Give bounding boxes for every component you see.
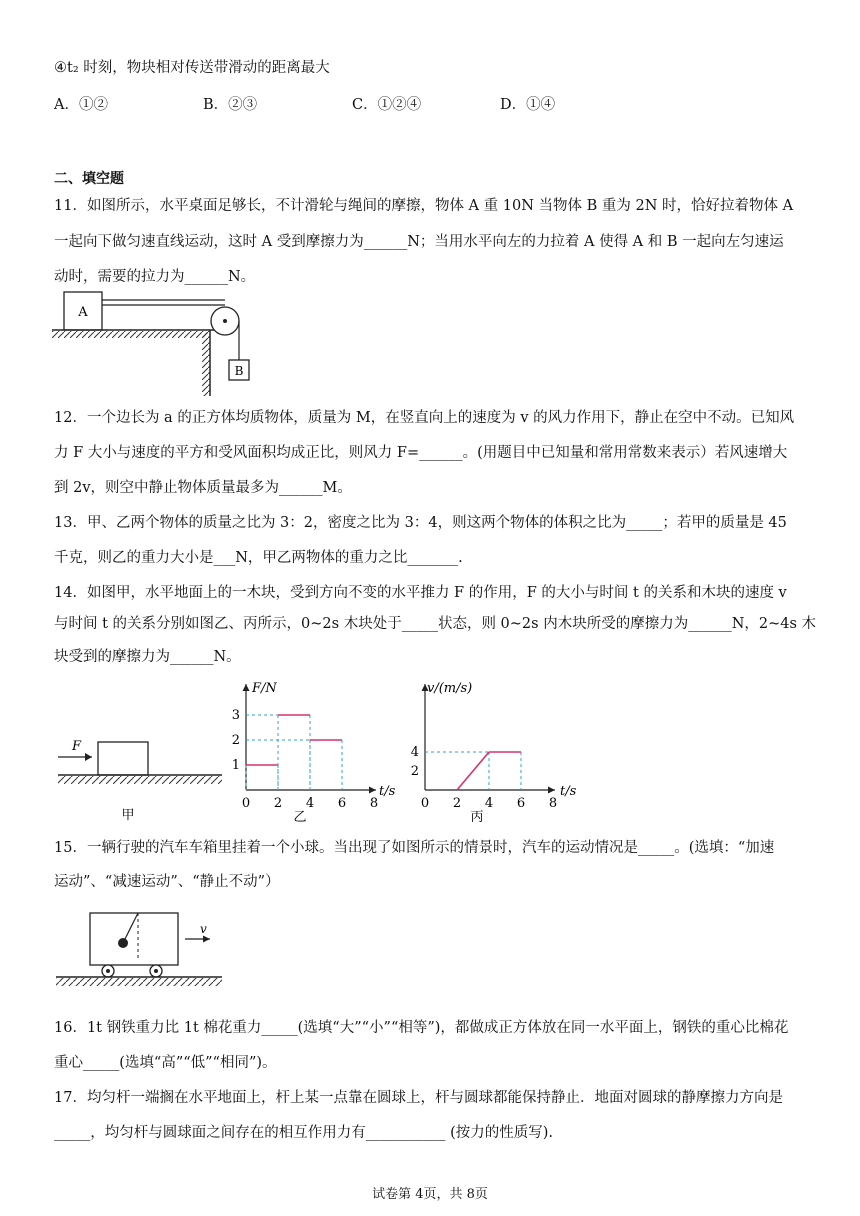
caption-bing: 丙	[470, 810, 484, 822]
q16-line-1: 16．1t 钢铁重力比 1t 棉花重力_____(选填“大”“小”“相等”)，都做成正方体放在同一水平面上，钢铁的重心比棉花	[54, 1020, 789, 1036]
q10-option-c: C．①②④	[352, 97, 422, 113]
x-tick-label: 4	[305, 796, 315, 811]
wood-block	[98, 742, 148, 775]
velocity-arrowhead	[203, 936, 210, 943]
x-axis-arrow	[548, 787, 555, 794]
x-tick-label: 6	[337, 796, 347, 811]
q11-line-1: 11．如图所示，水平桌面足够长，不计滑轮与绳间的摩擦，物体 A 重 10N 当物体 B 重为 2N 时，恰好拉着物体 A	[54, 198, 794, 214]
q11-line-2: 一起向下做匀速直线运动，这时 A 受到摩擦力为______N；当用水平向左的力拉着 A 使得 A 和 B 一起向左匀速运	[54, 234, 784, 250]
y-tick-label: 1	[231, 758, 240, 773]
q15-line-2: 运动”、“减速运动”、“静止不动”）	[54, 874, 280, 890]
page-footer: 试卷第 4页，共 8页	[372, 1187, 488, 1202]
x-tick-label: 2	[452, 796, 462, 811]
q14-line-2: 与时间 t 的关系分别如图乙、丙所示，0~2s 木块处于_____状态，则 0~2s 内木块所受的摩擦力为______N，2~4s 木	[54, 616, 817, 632]
q13-line-2: 千克，则乙的重力大小是___N，甲乙两物体的重力之比_______.	[54, 550, 463, 566]
x-tick-label: 8	[369, 796, 379, 811]
q10-option-a: A．①②	[54, 97, 108, 113]
q15-line-1: 15．一辆行驶的汽车车箱里挂着一个小球。当出现了如图所示的情景时，汽车的运动情况是_____。(选填：“加速	[54, 840, 775, 856]
q12-line-3: 到 2v，则空中静止物体质量最多为______M。	[54, 480, 352, 496]
velocity-label: v	[200, 922, 207, 936]
data-segment	[457, 752, 489, 790]
q11-pulley-figure	[52, 290, 252, 398]
table-hatch	[52, 331, 210, 338]
y-tick-label: 2	[231, 733, 240, 748]
q10-statement-4: ④t₂ 时刻，物块相对传送带滑动的距离最大	[54, 60, 330, 76]
q14-chart-yi	[228, 672, 408, 822]
x-axis-label: t/s	[379, 784, 396, 799]
pendulum-ball	[118, 938, 128, 948]
q17-line-1: 17．均匀杆一端搁在水平地面上，杆上某一点靠在圆球上，杆与圆球都能保持静止．地面对圆球的静摩擦力方向是	[54, 1090, 783, 1106]
x-tick-labels	[242, 796, 378, 811]
y-tick-label: 2	[410, 764, 419, 779]
q17-line-2: _____，均匀杆与圆球面之间存在的相互作用力有___________ (按力的性质写).	[54, 1125, 554, 1141]
x-axis-arrow	[369, 787, 376, 794]
q11-line-3: 动时，需要的拉力为______N。	[54, 269, 256, 285]
table-edge-hatch	[202, 332, 210, 396]
y-tick-label: 4	[410, 745, 419, 760]
q14-line-1: 14．如图甲，水平地面上的一木块，受到方向不变的水平推力 F 的作用，F 的大小与时间 t 的关系和木块的速度 v	[54, 585, 787, 601]
x-tick-label: 2	[273, 796, 283, 811]
y-tick-labels	[411, 745, 419, 779]
caption-yi: 乙	[293, 810, 307, 822]
block-b-label: B	[234, 364, 244, 378]
ground-hatch	[58, 776, 222, 784]
x-tick-label: 4	[484, 796, 494, 811]
q13-line-1: 13．甲、乙两个物体的质量之比为 3：2，密度之比为 3：4，则这两个物体的体积之比为_____；若甲的质量是 45	[54, 515, 787, 531]
caption-jia: 甲	[121, 808, 135, 823]
x-tick-label: 6	[516, 796, 526, 811]
y-axis-arrow	[243, 684, 250, 691]
q14-line-3: 块受到的摩擦力为______N。	[54, 649, 241, 665]
y-tick-label: 3	[231, 708, 240, 723]
q10-option-d: D．①④	[500, 97, 556, 113]
x-axis-label: t/s	[560, 784, 577, 799]
q12-line-2: 力 F 大小与速度的平方和受风面积均成正比，则风力 F=______。(用题目中已知量和常用常数来表示）若风速增大	[54, 445, 788, 461]
section-title: 二、填空题	[54, 171, 124, 187]
y-tick-labels	[232, 708, 240, 773]
road-hatch	[56, 978, 222, 986]
q10-option-b: B．②③	[203, 97, 258, 113]
q15-car-figure	[52, 905, 232, 995]
y-axis-label: v/(m/s)	[427, 681, 473, 696]
pulley-axle	[223, 319, 227, 323]
wheel-rear-hub	[106, 969, 110, 973]
force-arrowhead	[85, 753, 92, 761]
wheel-front-hub	[154, 969, 158, 973]
q16-line-2: 重心_____(选填“高”“低”“相同”)。	[54, 1055, 277, 1071]
q14-chart-bing	[405, 672, 590, 822]
guide-lines	[246, 715, 342, 790]
x-tick-label: 0	[420, 796, 430, 811]
q14-fig-jia	[50, 735, 230, 825]
force-label: F	[72, 739, 82, 754]
x-tick-label: 0	[241, 796, 251, 811]
block-a-label: A	[78, 305, 88, 320]
x-tick-labels	[421, 796, 557, 811]
y-axis-label: F/N	[252, 681, 277, 696]
x-tick-label: 8	[548, 796, 558, 811]
q12-line-1: 12．一个边长为 a 的正方体均质物体，质量为 M，在竖直向上的速度为 v 的风力作用下，静止在空中不动。已知风	[54, 410, 795, 426]
